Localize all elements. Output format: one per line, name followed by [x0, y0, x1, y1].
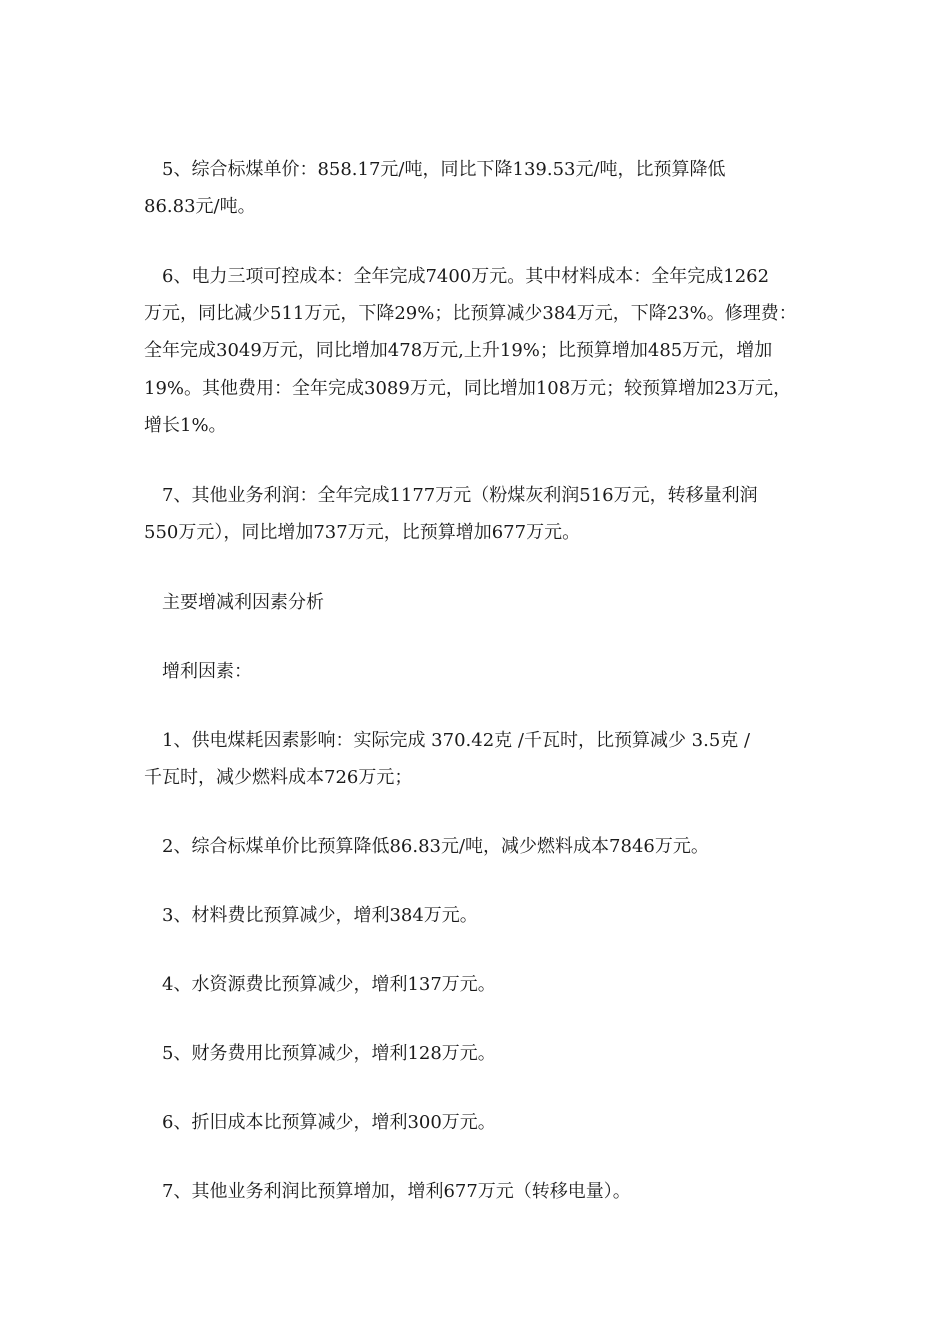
paragraph-3-line-1: 7、其他业务利润：全年完成1177万元（粉煤灰利润516万元，转移量利润	[144, 485, 758, 506]
section-heading: 主要增减利因素分析	[144, 592, 324, 613]
paragraph-2-line-4: 19%。其他费用：全年完成3089万元，同比增加108万元；较预算增加23万元，	[144, 378, 792, 399]
paragraph-2-line-3: 全年完成3049万元，同比增加478万元,上升19%；比预算增加485万元，增加	[144, 340, 773, 361]
factor-2: 2、综合标煤单价比预算降低86.83元/吨，减少燃料成本7846万元。	[144, 836, 709, 857]
subsection-heading: 增利因素：	[144, 661, 252, 682]
paragraph-2-line-1: 6、电力三项可控成本：全年完成7400万元。其中材料成本：全年完成1262	[144, 266, 770, 287]
factor-3: 3、材料费比预算减少，增利384万元。	[144, 905, 478, 926]
paragraph-2-line-5: 增长1%。	[144, 415, 227, 436]
factor-5: 5、财务费用比预算减少，增利128万元。	[144, 1043, 496, 1064]
factor-4: 4、水资源费比预算减少，增利137万元。	[144, 974, 496, 995]
factor-1-line-1: 1、供电煤耗因素影响：实际完成 370.42克 /千瓦时，比预算减少 3.5克 /	[144, 730, 751, 751]
paragraph-1-line-2: 86.83元/吨。	[144, 196, 256, 217]
paragraph-1-line-1: 5、综合标煤单价：858.17元/吨，同比下降139.53元/吨，比预算降低	[144, 159, 726, 180]
paragraph-2-line-2: 万元，同比减少511万元，下降29%；比预算减少384万元，下降23%。修理费：	[144, 303, 797, 324]
factor-6: 6、折旧成本比预算减少，增利300万元。	[144, 1112, 496, 1133]
factor-7: 7、其他业务利润比预算增加，增利677万元（转移电量）。	[144, 1181, 631, 1202]
paragraph-3-line-2: 550万元），同比增加737万元，比预算增加677万元。	[144, 522, 581, 543]
factor-1-line-2: 千瓦时，减少燃料成本726万元；	[144, 767, 413, 788]
